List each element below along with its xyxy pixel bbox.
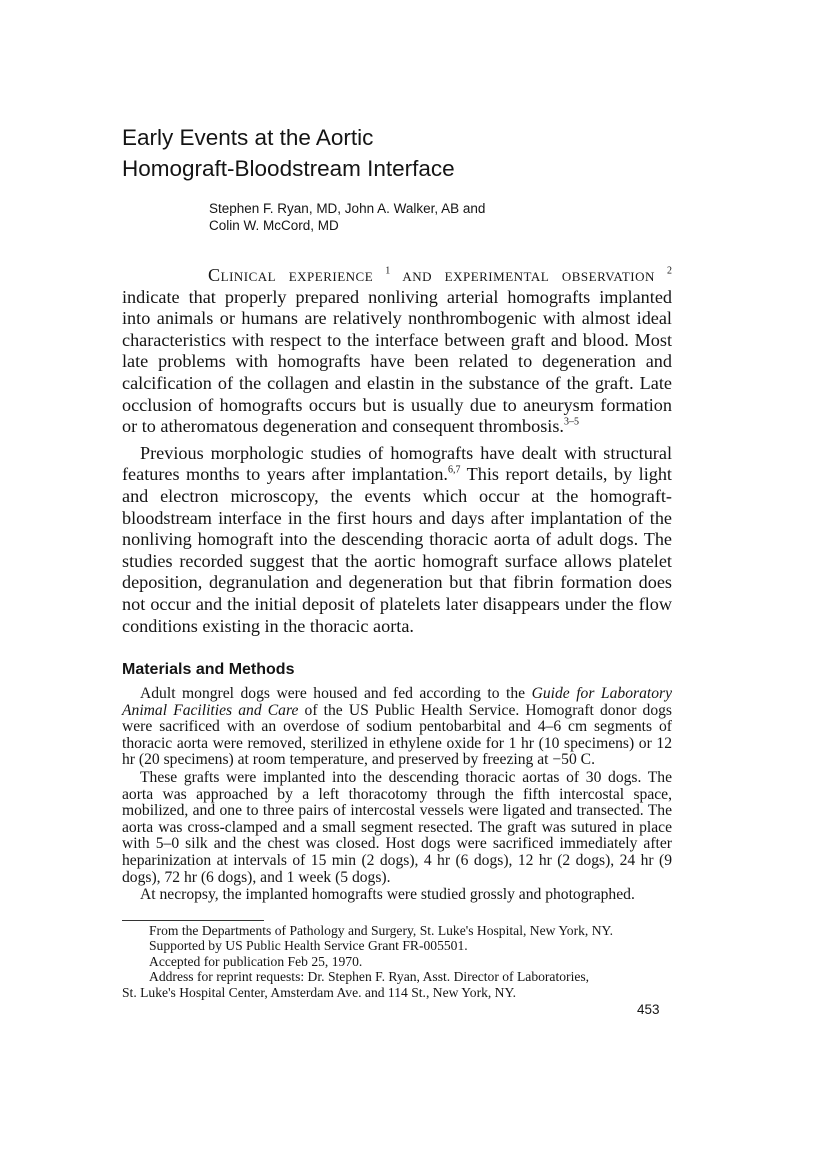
- footnotes: [122, 923, 672, 1000]
- footnote-affiliation: From the Departments of Pathology and Surgery, St. Luke's Hospital, New York, NY.: [149, 923, 613, 938]
- methods-paragraph-3: At necropsy, the implanted homografts were studied grossly and photographed.: [140, 886, 635, 904]
- section-heading-materials-methods: Materials and Methods: [122, 661, 295, 678]
- footnote-reprint-line-1: Address for reprint requests: Dr. Stephen F. Ryan, Asst. Director of Laboratories,: [149, 969, 590, 985]
- intro-lead-text-2: and experimental observation: [402, 265, 655, 285]
- footnote-accepted: Accepted for publication Feb 25, 1970.: [149, 953, 363, 969]
- intro-lead-text: Clinical experience: [208, 265, 374, 285]
- guide-title-italic: Guide for Laboratory Animal Facilities and Care: [122, 685, 672, 719]
- intro-paragraph-1: [122, 265, 672, 438]
- footnote-divider: [122, 920, 264, 921]
- intro-paragraph-1-body: indicate that properly prepared nonliving arterial homografts implanted into animals or humans are relatively nonthrombogenic with almost ideal characteristics with respect to the interface between graft and blood. Most late problems with homografts have been related to degeneration and calcification of the collagen and elastin in the substance of the graft. Late occlusion of homografts occurs but is usually due to aneurysm formation or to atheromatous degeneration and consequent thrombosis.: [122, 286, 672, 437]
- author-line-2: Colin W. McCord, MD: [209, 218, 339, 233]
- reference-marker: 1: [385, 265, 391, 277]
- reference-marker: 2: [667, 265, 673, 277]
- footnote-reprint-line-2: St. Luke's Hospital Center, Amsterdam Ave. and 114 St., New York, NY.: [122, 984, 516, 1000]
- title-line-2: Homograft-Bloodstream Interface: [122, 156, 455, 181]
- reference-marker: 6,7: [447, 464, 461, 476]
- page-number: 453: [637, 1002, 660, 1017]
- methods-paragraph-1: [122, 686, 672, 769]
- author-line-1: Stephen F. Ryan, MD, John A. Walker, AB and: [209, 201, 486, 216]
- author-byline: [209, 200, 689, 234]
- introduction: [122, 265, 672, 637]
- intro-paragraph-2-part-b: This report details, by light and electron microscopy, the events which occur at the homograft-bloodstream interface in the first hours and days after implantation of the nonliving homograft into the descending thoracic aorta of adult dogs. The studies recorded suggest that the aortic homograft surface allows platelet deposition, degranulation and degeneration but that fibrin formation does not occur and the initial deposit of platelets later disappears under the flow conditions existing in the thoracic aorta.: [122, 464, 672, 636]
- title-line-1: Early Events at the Aortic: [122, 125, 374, 150]
- methods-paragraph-1-part-b: of the US Public Health Service. Homograft donor dogs were sacrificed with an overdose of sodium pentobarbital and 4–6 cm segments of thoracic aorta were removed, sterilized in ethylene oxide for 1 hr (10 specimens) or 12 hr (20 specimens) at room temperature, and preserved by freezing at −50 C.: [122, 701, 672, 769]
- intro-paragraph-2: [122, 443, 672, 637]
- reference-marker: 3–5: [563, 416, 579, 428]
- methods-paragraph-1-part-a: Adult mongrel dogs were housed and fed according to the: [140, 685, 532, 702]
- article-title: [122, 122, 682, 184]
- intro-paragraph-2-part-a: Previous morphologic studies of homografts have dealt with structural features months to years after implantation.: [122, 442, 672, 485]
- footnote-support: Supported by US Public Health Service Grant FR-005501.: [149, 938, 468, 954]
- materials-methods-body: [122, 686, 672, 904]
- methods-paragraph-2: These grafts were implanted into the descending thoracic aortas of 30 dogs. The aorta was approached by a left thoracotomy through the fifth intercostal space, mobilized, and one to three pairs of intercostal vessels were ligated and transected. The aorta was cross-clamped and a small segment resected. The graft was sutured in place with 5–0 silk and the chest was closed. Host dogs were sacrificed immediately after heparinization at intervals of 15 min (2 dogs), 4 hr (6 dogs), 12 hr (2 dogs), 24 hr (9 dogs), 72 hr (6 dogs), and 1 week (5 dogs).: [122, 768, 672, 886]
